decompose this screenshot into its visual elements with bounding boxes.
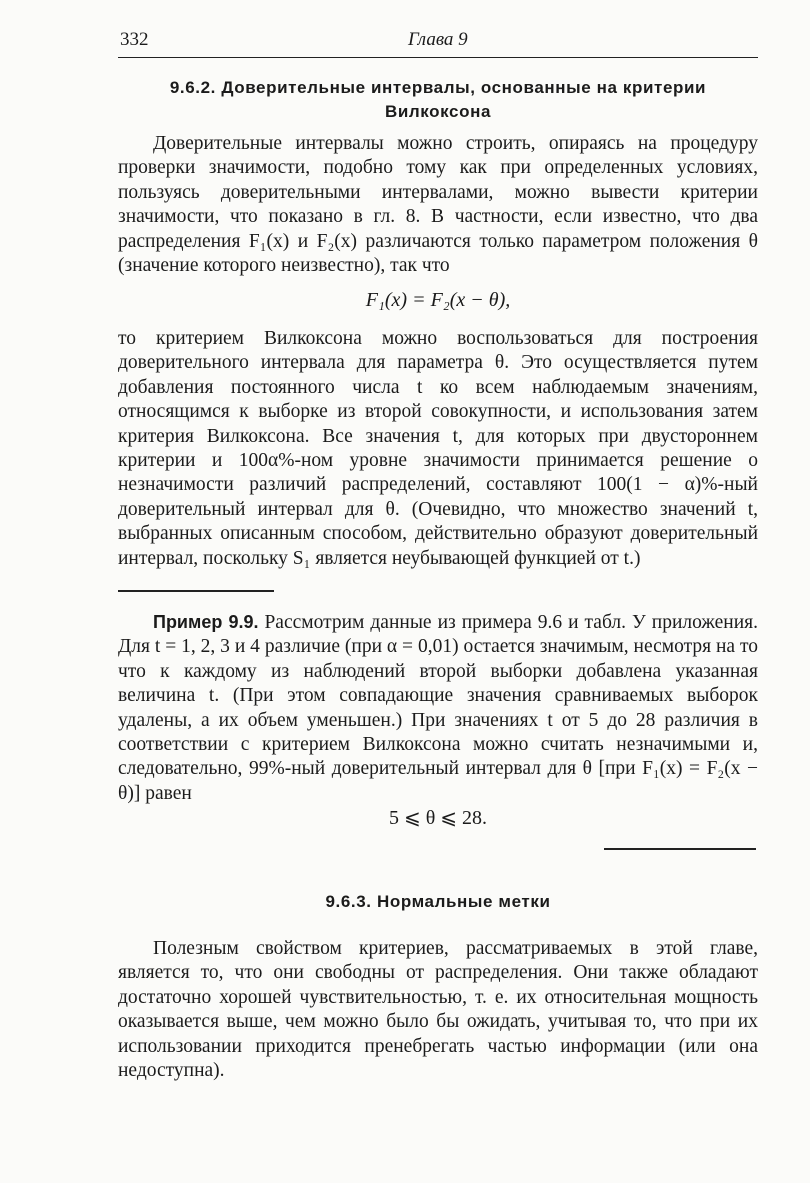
formula-text: F₁(x) = F₂(x − θ), (365, 289, 511, 311)
paragraph-normal-scores (118, 937, 758, 1083)
formula-text: 5 ⩽ θ ⩽ 28. (388, 807, 488, 829)
paragraph-wilcoxon-interval (118, 327, 758, 571)
example-lead: Пример 9.9. (153, 612, 259, 632)
page-number: 332 (120, 29, 149, 50)
formula-interval (118, 806, 758, 830)
page-header (118, 27, 758, 58)
section-title-line-2: Вилкоксона (384, 102, 492, 121)
paragraph-text: Доверительные интервалы можно строить, опираясь на процедуру проверки значимости, подобно тому как при определенных условиях, пользуясь доверительными интервалами, можно вывести критерии значимости, что показано в гл. 8. В частности, если известно, что два распределения F₁(x) и F₂(x) различаются только параметром положения θ (значение которого неизвестно), так что (118, 133, 758, 277)
section-title-9-6-3 (118, 890, 758, 914)
separator-rule-right (604, 848, 756, 850)
formula-location-shift (118, 288, 758, 312)
paragraph-text: Полезным свойством критериев, рассматриваемых в этой главе, является то, что они свободны от распределения. Они также обладают достаточно хорошей чувствительностью, т. е. их относительная мощность оказывается выше, чем можно было бы ожидать, учитывая то, что при их использовании приходится пренебрегать частью информации (или она недоступна). (118, 938, 758, 1082)
separator-rule-left (118, 590, 274, 592)
section-title-line-1: 9.6.2. Доверительные интервалы, основанные на критерии (169, 78, 707, 97)
example-9-9 (118, 610, 758, 806)
running-head: Глава 9 (408, 29, 468, 50)
example-text: Рассмотрим данные из примера 9.6 и табл. У приложения. Для t = 1, 2, 3 и 4 различие (при α = 0,01) остается значимым, несмотря на то что к каждому из наблюдений второй выборки добавлена указанная величина t. (При этом совпадающие значения сравниваемых выборок удалены, а их объем уменьшен.) При значениях t от 5 до 28 различия в соответствии с критерием Вилкоксона можно считать незначимыми и, следовательно, 99%-ный доверительный интервал для θ [при F₁(x) = F₂(x − θ)] равен (118, 612, 758, 804)
paragraph-intro (118, 132, 758, 278)
section-title-line: 9.6.3. Нормальные метки (325, 892, 551, 911)
paragraph-text: то критерием Вилкоксона можно воспользоваться для построения доверительного интервала для параметра θ. Это осуществляется путем добавления постоянного числа t ко всем наблюдаемым значениям, относящимся к выборке из второй совокупности, и использования затем критерия Вилкоксона. Все значения t, для которых при двустороннем критерии и 100α%-ном уровне значимости принимается решение о незначимости различий распределений, составляют 100(1 − α)%-ный доверительный интервал для θ. (Очевидно, что множество значений t, выбранных описанным способом, действительно образуют доверительный интервал, поскольку S₁ является неубывающей функцией от t.) (118, 328, 758, 569)
section-title-9-6-2 (118, 76, 758, 124)
